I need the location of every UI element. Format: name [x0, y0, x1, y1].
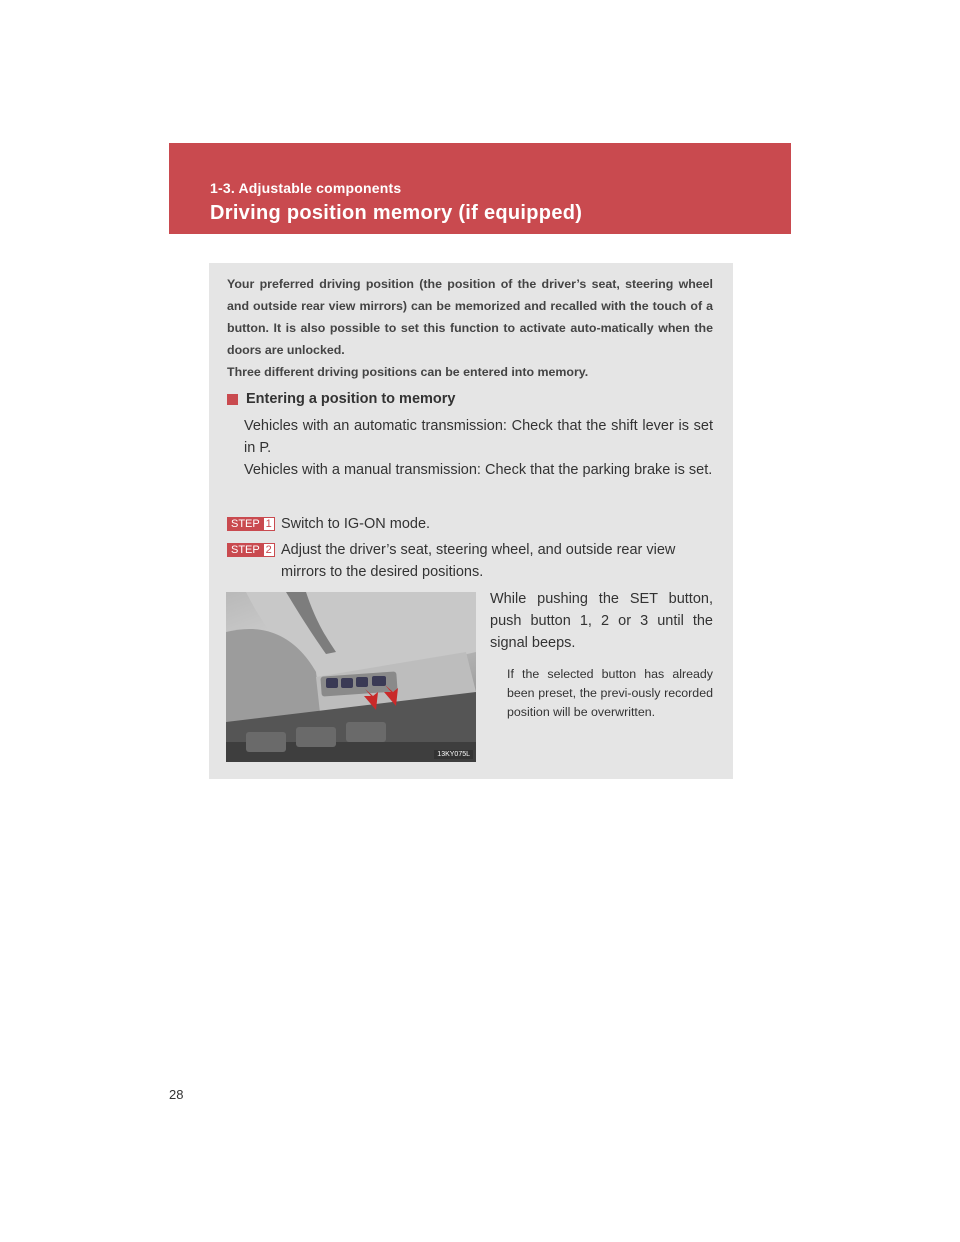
content-panel — [209, 263, 733, 779]
step-2-line: Adjust the driver’s seat, steering wheel, and outside rear view — [281, 542, 676, 558]
step-2-badge — [227, 543, 275, 557]
section-label: 1-3. Adjustable components — [210, 180, 402, 196]
step-2-continuation: mirrors to the desired positions. — [281, 564, 484, 580]
square-bullet-icon — [227, 394, 238, 405]
step-1-badge — [227, 517, 275, 531]
note-text: If the selected button has already been preset, the previ-ously recorded position will be overwritten. — [507, 667, 713, 719]
step-2-text — [281, 539, 713, 583]
step-1-text: Switch to IG-ON mode. — [281, 516, 431, 532]
step-word: STEP — [227, 543, 263, 557]
manual-transmission-text — [244, 459, 713, 481]
page-title: Driving position memory (if equipped) — [210, 202, 583, 224]
body-paragraph: Vehicles with an automatic transmission: Check that the shift lever is set in P. — [244, 418, 713, 456]
subheading-label: Entering a position to memory — [246, 391, 456, 407]
step-number: 2 — [263, 543, 275, 557]
body-paragraph: Vehicles with a manual transmission: Check that the parking brake is set. — [244, 462, 713, 478]
subheading — [227, 391, 455, 407]
figure-code: 13KY075L — [434, 750, 473, 759]
step-3-text: While pushing the SET button, push button 1, 2 or 3 until the signal beeps. — [490, 591, 713, 651]
intro-text — [227, 273, 713, 383]
page-number: 28 — [169, 1087, 184, 1102]
intro-paragraph: Your preferred driving position (the position of the driver’s seat, steering wheel and outside rear view mirrors) can be memorized and recalled with the touch of a button. It is also possible to set this function to activate auto-matically when the doors are unlocked. — [227, 277, 713, 357]
door-panel-illustration — [226, 592, 476, 762]
automatic-transmission-text — [244, 415, 713, 459]
door-memory-buttons-photo — [226, 592, 476, 762]
intro-paragraph: Three different driving positions can be entered into memory. — [227, 365, 589, 379]
page-header — [169, 143, 791, 234]
step-word: STEP — [227, 517, 263, 531]
step-number: 1 — [263, 517, 275, 531]
